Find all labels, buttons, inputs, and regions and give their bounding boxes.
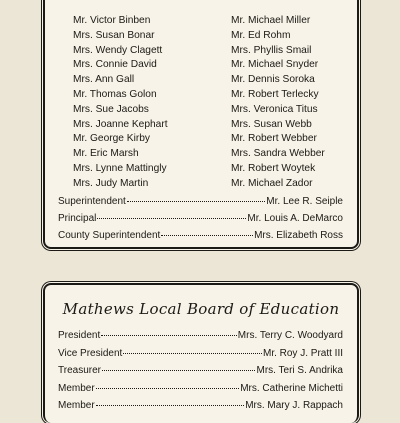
name-item: Mrs. Susan Webb <box>231 118 312 130</box>
name-item: Mr. Robert Terlecky <box>231 88 319 100</box>
name-item: Mr. Eric Marsh <box>73 148 139 160</box>
names-right-column <box>231 14 325 192</box>
office-label: Principal <box>58 213 97 224</box>
name-item: Mr. Robert Webber <box>231 133 317 145</box>
office-label: Member <box>58 382 95 394</box>
office-holder: Mr. Lee R. Seiple <box>266 196 343 207</box>
name-item: Mrs. Sue Jacobs <box>73 103 149 115</box>
name-item: Mr. Michael Snyder <box>231 59 319 71</box>
dot-leader <box>97 208 246 219</box>
office-holder: Mrs. Catherine Michetti <box>240 382 343 394</box>
office-label: Vice President <box>58 347 123 359</box>
staff-box <box>43 0 359 249</box>
name-item: Mr. Victor Binben <box>73 15 151 26</box>
office-label: County Superintendent <box>58 230 161 241</box>
name-item: Mrs. Ann Gall <box>73 74 135 86</box>
office-label: Superintendent <box>58 196 126 207</box>
office-label: President <box>58 330 101 341</box>
name-item: Mrs. Judy Martin <box>73 177 149 189</box>
name-item: Mrs. Lynne Mattingly <box>73 162 167 174</box>
name-item: Mrs. Wendy Clagett <box>73 44 163 56</box>
dot-leader <box>96 395 245 406</box>
office-holder: Mrs. Teri S. Andrika <box>256 365 343 376</box>
dot-leader <box>102 360 256 371</box>
office-holder: Mrs. Terry C. Woodyard <box>237 330 343 341</box>
name-item: Mrs. Sandra Webber <box>231 148 325 160</box>
dot-leader <box>127 191 265 202</box>
name-item: Mr. George Kirby <box>73 133 150 145</box>
board-title: Mathews Local Board of Education <box>62 300 340 318</box>
dot-leader <box>123 343 262 354</box>
office-holder: Mrs. Mary J. Rappach <box>245 400 343 411</box>
office-label: Member <box>58 400 95 411</box>
name-item: Mrs. Phyllis Smail <box>231 44 312 56</box>
board-member-list <box>58 327 343 415</box>
name-item: Mr. Michael Miller <box>231 15 311 26</box>
dot-leader <box>96 378 240 389</box>
office-row <box>58 227 343 244</box>
name-item: Mr. Ed Rohm <box>231 29 291 41</box>
name-item: Mrs. Connie David <box>73 59 157 71</box>
dot-leader <box>101 325 237 336</box>
names-left-column <box>73 14 168 192</box>
administration-list <box>58 193 343 244</box>
name-item: Mr. Michael Zador <box>231 177 313 189</box>
office-holder: Mrs. Elizabeth Ross <box>254 230 343 241</box>
office-holder: Mr. Louis A. DeMarco <box>247 213 343 224</box>
office-label: Treasurer <box>58 365 101 376</box>
name-item: Mrs. Joanne Kephart <box>73 118 168 130</box>
name-item: Mr. Thomas Golon <box>73 88 157 100</box>
board-of-education-box <box>43 283 359 423</box>
dot-leader <box>161 225 253 236</box>
office-holder: Mr. Roy J. Pratt III <box>262 347 343 359</box>
name-item: Mrs. Susan Bonar <box>73 29 155 41</box>
name-item: Mrs. Veronica Titus <box>231 103 318 115</box>
name-item: Mr. Robert Woytek <box>231 162 316 174</box>
name-item: Mr. Dennis Soroka <box>231 74 315 86</box>
